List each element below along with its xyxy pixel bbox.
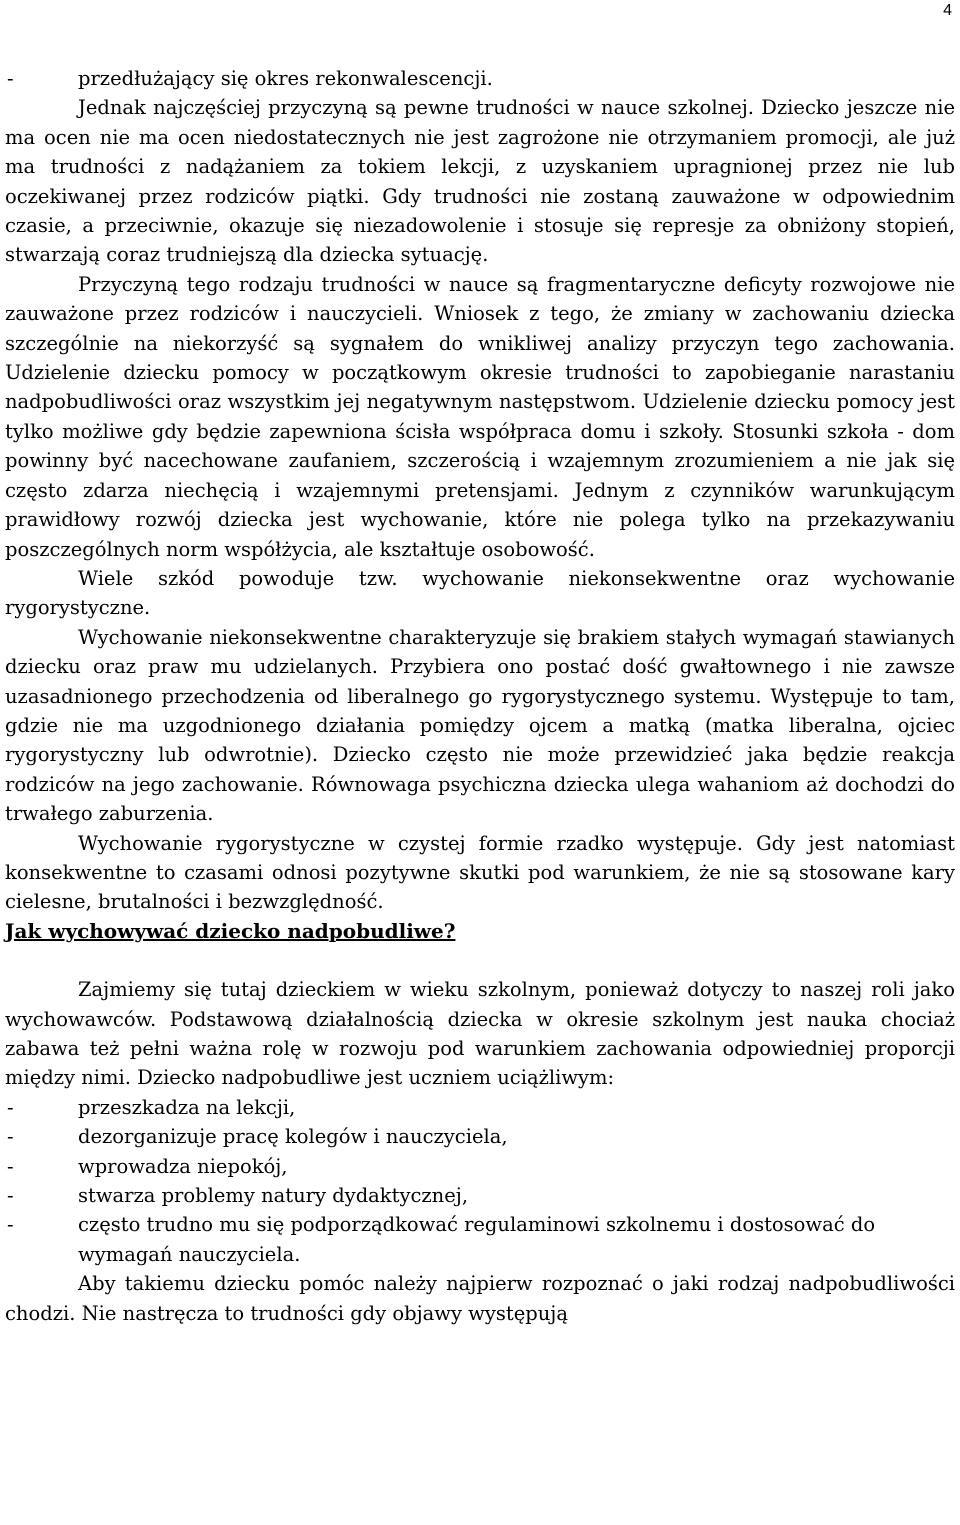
- list-item-text: wprowadza niepokój,: [78, 1154, 288, 1178]
- list-dash: -: [7, 1095, 14, 1119]
- list-item: [5, 1122, 955, 1151]
- list-dash: -: [7, 67, 14, 90]
- list-dash: -: [7, 1154, 14, 1178]
- paragraph: Wiele szkód powoduje tzw. wychowanie niekonsekwentne oraz wychowanie rygorystyczne.: [5, 566, 955, 620]
- paragraph: Wychowanie niekonsekwentne charakteryzuje się brakiem stałych wymagań stawianych dziecku oraz praw mu udzielanych. Przybiera ono postać dość gwałtownego i nie zawsze uzasadnionego przechodzenia od liberalnego go rygorystycznego systemu. Występuje to tam, gdzie nie ma uzgodnionego działania pomiędzy ojcem a matką (matka liberalna, ojciec rygorystyczny lub odwrotnie). Dziecko często nie może przewidzieć jaka będzie reakcja rodziców na jego zachowanie. Równowaga psychiczna dziecka ulega wahaniom aż dochodzi do trwałego zaburzenia.: [5, 625, 955, 826]
- list-item-text: przedłużający się okres rekonwalescencji.: [78, 67, 493, 90]
- list-dash: -: [7, 1184, 14, 1208]
- paragraph: Wychowanie rygorystyczne w czystej formie rzadko występuje. Gdy jest natomiast konsekwentne to czasami odnosi pozytywne skutki pod warunkiem, że nie są stosowane kary cielesne, brutalności i bezwzględność.: [5, 831, 955, 914]
- page-number: 4: [943, 2, 952, 19]
- list-item-text: często trudno mu się podporządkować regulaminowi szkolnemu i dostosować do wymagań nauczyciela.: [78, 1213, 876, 1266]
- list-item: [5, 1210, 955, 1269]
- section-heading: Jak wychowywać dziecko nadpobudliwe?: [5, 918, 456, 943]
- spacer: [5, 946, 955, 975]
- list-item-text: stwarza problemy natury dydaktycznej,: [78, 1184, 469, 1208]
- paragraph: Aby takiemu dziecku pomóc należy najpierw rozpoznać o jaki rodzaj nadpobudliwości chodzi. Nie nastręcza to trudności gdy objawy występują: [5, 1272, 955, 1325]
- list-item: [5, 1093, 955, 1122]
- paragraph: Jednak najczęściej przyczyną są pewne trudności w nauce szkolnej. Dziecko jeszcze nie ma ocen nie ma ocen niedostatecznych nie jest zagrożone nie otrzymaniem promocji, ale już ma trudności z nadążaniem za tokiem lekcji, z uzyskaniem upragnionej przez nie lub oczekiwanej przez rodziców piątki. Gdy trudności nie zostaną zauważone w odpowiednim czasie, a przeciwnie, okazuje się niezadowolenie i stosuje się represje za obniżony stopień, stwarzają coraz trudniejszą dla dziecka sytuację.: [5, 96, 955, 267]
- list-item: [5, 64, 955, 93]
- list-dash: -: [7, 1213, 14, 1237]
- list-item-text: przeszkadza na lekcji,: [78, 1095, 296, 1119]
- list-item: [5, 1152, 955, 1181]
- list-item-text: dezorganizuje pracę kolegów i nauczyciela,: [78, 1125, 508, 1149]
- paragraph: Zajmiemy się tutaj dzieckiem w wieku szkolnym, ponieważ dotyczy to naszej roli jako wychowawców. Podstawową działalnością dziecka w okresie szkolnym jest nauka chociaż zabawa też pełni ważna rolę w rozwoju pod warunkiem zachowania odpowiedniej proporcji między nimi. Dziecko nadpobudliwe jest uczniem uciążliwym:: [5, 978, 955, 1090]
- list-item: [5, 1181, 955, 1210]
- list-dash: -: [7, 1125, 14, 1149]
- paragraph: Przyczyną tego rodzaju trudności w nauce są fragmentaryczne deficyty rozwojowe nie zauważone przez rodziców i nauczycieli. Wniosek z tego, że zmiany w zachowaniu dziecka szczególnie na niekorzyść są sygnałem do wnikliwej analizy przyczyn tego zachowania. Udzielenie dziecku pomocy w początkowym okresie trudności to zapobieganie narastaniu nadpobudliwości oraz wszystkim jej negatywnym następstwom. Udzielenie dziecku pomocy jest tylko możliwe gdy będzie zapewniona ścisła współpraca domu i szkoły. Stosunki szkoła - dom powinny być nacechowane zaufaniem, szczerością i wzajemnym zrozumieniem a nie jak się często zdarza niechęcią i wzajemnymi pretensjami. Jednym z czynników warunkującym prawidłowy rozwój dziecka jest wychowanie, które nie polega tylko na przekazywaniu poszczególnych norm współżycia, ale kształtuje osobowość.: [5, 272, 955, 561]
- document-body: [5, 64, 955, 1328]
